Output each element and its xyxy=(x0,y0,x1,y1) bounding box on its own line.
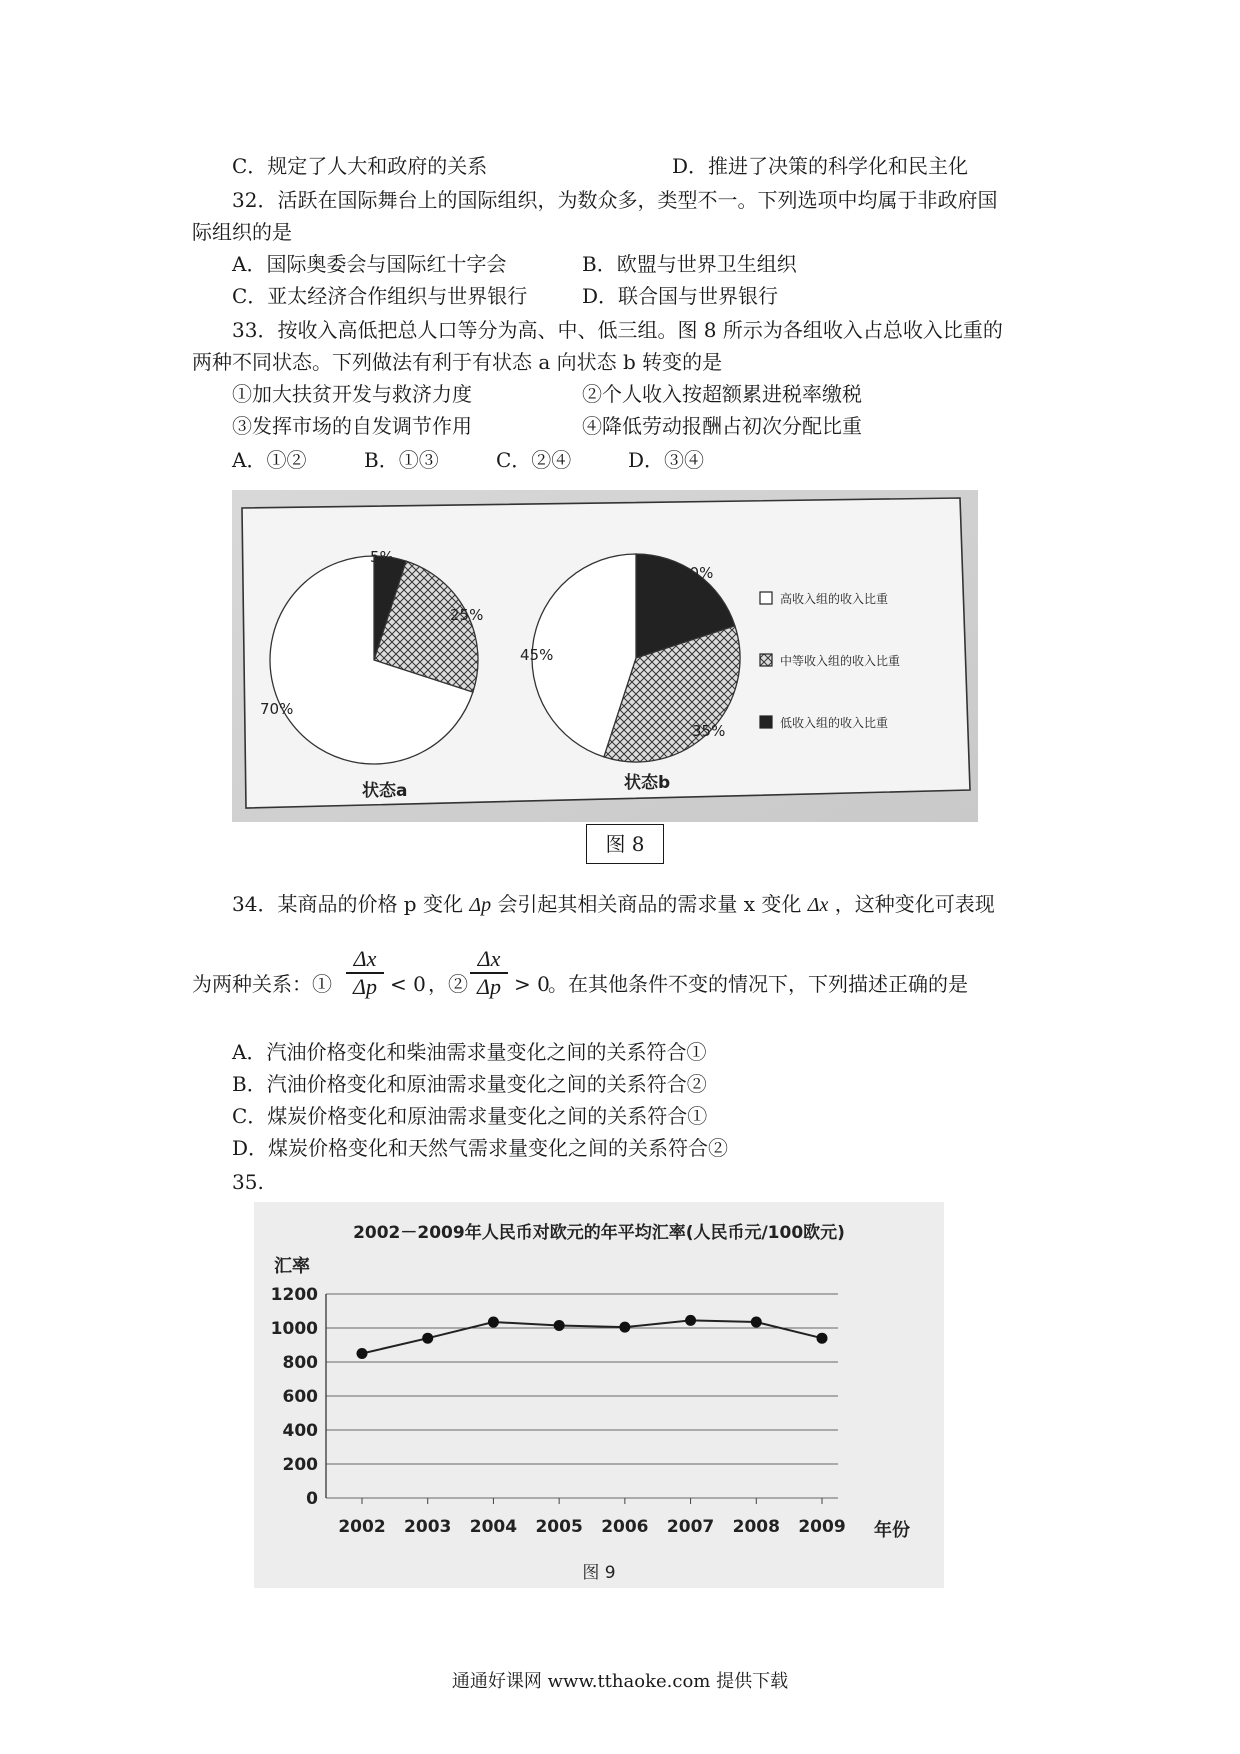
q34-separator: ，② xyxy=(428,972,468,996)
pie-a-label-low: 5% xyxy=(370,548,394,566)
figure-8-caption-text: 图 8 xyxy=(605,832,645,856)
q34-stem-part3: ，这种变化可表现 xyxy=(834,892,995,916)
chart-x-tick-label: 2007 xyxy=(666,1517,715,1537)
q34-stem-line1 xyxy=(232,890,995,919)
q34-fraction-1 xyxy=(346,946,384,1000)
q34-fraction-2-num: Δx xyxy=(477,946,501,971)
q35-number: 35. xyxy=(232,1170,264,1194)
pie-b-label-high: 45% xyxy=(520,646,554,664)
chart-x-tick-label: 2002 xyxy=(338,1517,386,1537)
chart-data-point xyxy=(751,1317,762,1328)
q34-fraction-1-den: Δp xyxy=(353,973,377,999)
q33-stem-line2: 两种不同状态。下列做法有利于有状态 a 向状态 b 转变的是 xyxy=(192,350,723,374)
q33-option-d: D．③④ xyxy=(628,448,705,472)
q31-option-d: D．推进了决策的科学化和民主化 xyxy=(672,154,969,178)
pie-b-label-low: 20% xyxy=(680,564,714,582)
chart-title: 2002－2009年人民币对欧元的年平均汇率(人民币元/100欧元) xyxy=(353,1223,845,1243)
q32-option-d: D．联合国与世界银行 xyxy=(582,284,779,308)
q33-option-a: A．①② xyxy=(232,448,307,472)
chart-data-point xyxy=(488,1317,499,1328)
chart-x-tick-label: 2003 xyxy=(404,1517,452,1537)
q33-item-1: ①加大扶贫开发与救济力度 xyxy=(232,382,472,406)
q32-option-b: B．欧盟与世界卫生组织 xyxy=(582,252,797,276)
q33-item-2: ②个人收入按超额累进税率缴税 xyxy=(582,382,862,406)
q34-option-d: D．煤炭价格变化和天然气需求量变化之间的关系符合② xyxy=(232,1136,729,1160)
chart-y-tick-label: 0 xyxy=(306,1489,318,1509)
chart-y-tick-label: 200 xyxy=(282,1455,318,1475)
page-footer: 通通好课网 www.tthaoke.com 提供下载 xyxy=(451,1671,789,1692)
chart-data-point xyxy=(685,1315,696,1326)
q34-stem-part2: 会引起其相关商品的需求量 x 变化 xyxy=(497,892,802,916)
pie-b-title: 状态b xyxy=(624,773,671,793)
legend-swatch-low xyxy=(760,716,772,728)
chart-data-point xyxy=(422,1333,433,1344)
chart-x-tick-label: 2009 xyxy=(798,1517,846,1537)
q34-fraction-2 xyxy=(470,946,508,1000)
chart-data-point xyxy=(817,1333,828,1344)
q31-option-c: C．规定了人大和政府的关系 xyxy=(232,154,488,178)
chart-y-tick-label: 1000 xyxy=(270,1319,318,1339)
legend-label-mid: 中等收入组的收入比重 xyxy=(780,654,901,668)
chart-x-tick-label: 2008 xyxy=(732,1517,780,1537)
q32-option-c: C．亚太经济合作组织与世界银行 xyxy=(232,284,528,308)
q32-stem-line2: 际组织的是 xyxy=(192,220,292,244)
q33-option-c: C．②④ xyxy=(496,448,572,472)
q34-relation-1: < 0 xyxy=(390,972,426,996)
figure-8-pies xyxy=(232,490,978,822)
chart-y-tick-label: 600 xyxy=(282,1387,318,1407)
q34-stem-part1: 34．某商品的价格 p 变化 xyxy=(232,892,463,916)
q34-relation-2: > 0 xyxy=(514,972,550,996)
chart-x-tick-label: 2004 xyxy=(469,1517,518,1537)
chart-x-tick-label: 2006 xyxy=(601,1517,649,1537)
q34-delta-x: Δx xyxy=(807,894,829,916)
q34-stem-line2a: 为两种关系：① xyxy=(192,972,332,996)
chart-x-axis-label: 年份 xyxy=(874,1520,910,1541)
legend-label-low: 低收入组的收入比重 xyxy=(780,716,889,730)
q33-item-3: ③发挥市场的自发调节作用 xyxy=(232,414,472,438)
chart-data-point xyxy=(619,1322,630,1333)
q33-stem-line1: 33．按收入高低把总人口等分为高、中、低三组。图 8 所示为各组收入占总收入比重的 xyxy=(232,318,1003,342)
pie-a-label-high: 70% xyxy=(260,700,294,718)
chart-y-axis-label: 汇率 xyxy=(274,1256,310,1277)
chart-data-point xyxy=(357,1348,368,1359)
chart-y-tick-label: 1200 xyxy=(270,1285,318,1305)
pie-b-label-mid: 35% xyxy=(692,722,726,740)
q32-option-a: A．国际奥委会与国际红十字会 xyxy=(232,252,507,276)
q33-option-b: B．①③ xyxy=(364,448,439,472)
q34-option-c: C．煤炭价格变化和原油需求量变化之间的关系符合① xyxy=(232,1104,708,1128)
chart-y-tick-label: 400 xyxy=(282,1421,318,1441)
pie-a-label-mid: 25% xyxy=(450,606,484,624)
q34-stem-line2b: 。在其他条件不变的情况下，下列描述正确的是 xyxy=(548,972,968,996)
chart-y-tick-label: 800 xyxy=(282,1353,318,1373)
pie-a-title: 状态a xyxy=(362,781,408,801)
q34-option-b: B．汽油价格变化和原油需求量变化之间的关系符合② xyxy=(232,1072,707,1096)
q34-fraction-1-num: Δx xyxy=(353,946,377,971)
q33-item-4: ④降低劳动报酬占初次分配比重 xyxy=(582,414,862,438)
chart-data-point xyxy=(554,1320,565,1331)
figure-9-line-chart xyxy=(254,1202,944,1588)
legend-swatch-mid xyxy=(760,654,772,666)
q34-delta-p: Δp xyxy=(469,894,492,916)
chart-x-tick-label: 2005 xyxy=(535,1517,583,1537)
chart-caption: 图 9 xyxy=(582,1563,616,1583)
q34-option-a: A．汽油价格变化和柴油需求量变化之间的关系符合① xyxy=(232,1040,707,1064)
figure-8-caption xyxy=(586,824,664,864)
legend-label-high: 高收入组的收入比重 xyxy=(780,592,889,606)
q34-fraction-2-den: Δp xyxy=(477,973,501,999)
q32-stem-line1: 32．活跃在国际舞台上的国际组织，为数众多，类型不一。下列选项中均属于非政府国 xyxy=(232,188,998,212)
legend-swatch-high xyxy=(760,592,772,604)
